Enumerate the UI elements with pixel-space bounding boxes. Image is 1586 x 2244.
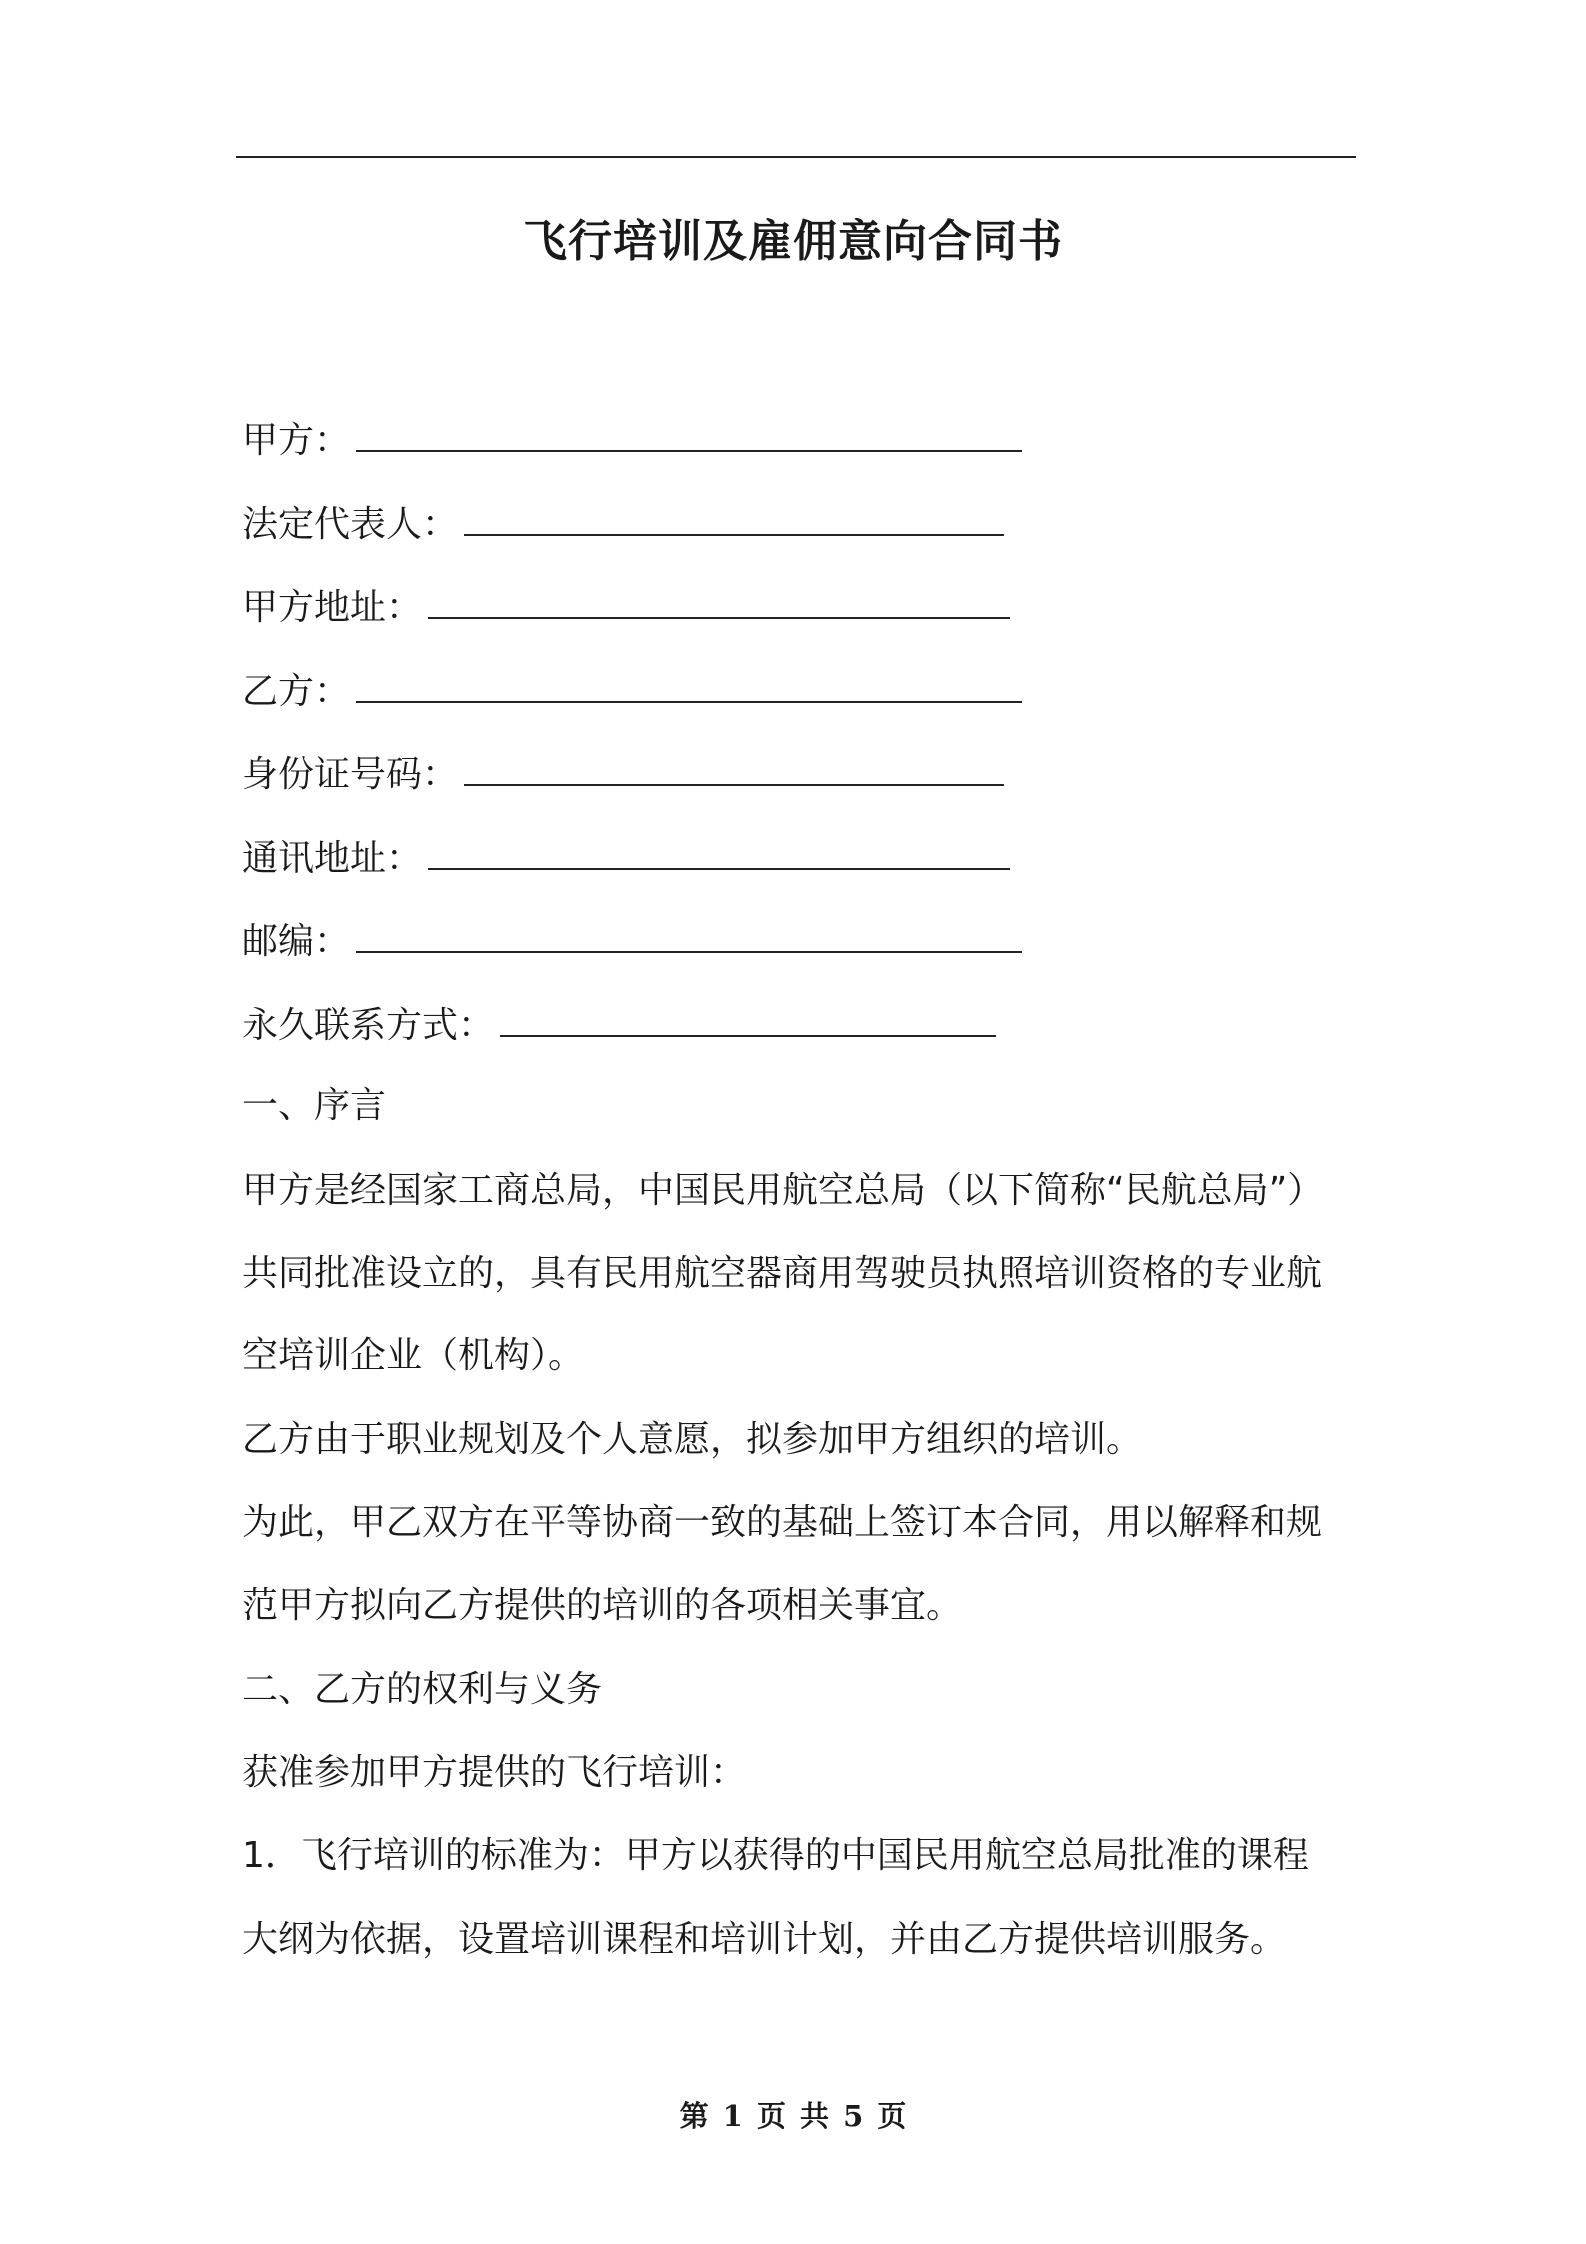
mailing-address-field [242,833,1010,885]
legal-rep-field [242,499,1004,551]
mailing-address-label: 通讯地址： [242,838,423,879]
party-b-label: 乙方： [242,671,351,712]
preface-para3-line1: 为此，甲乙双方在平等协商一致的基础上签订本合同，用以解释和规 [242,1502,1323,1543]
preface-para3-line2: 范甲方拟向乙方提供的培训的各项相关事宜。 [242,1585,963,1626]
document-title: 飞行培训及雇佣意向合同书 [523,216,1063,267]
page-number: 第 1 页 共 5 页 [679,2099,907,2133]
preface-para1-line2: 共同批准设立的，具有民用航空器商用驾驶员执照培训资格的专业航 [242,1253,1323,1294]
permanent-contact-field [242,1000,996,1052]
id-number-label: 身份证号码： [242,754,459,795]
rights-item1-line2: 大纲为依据，设置培训课程和培训计划，并由乙方提供培训服务。 [242,1919,1287,1960]
party-b-blank[interactable] [356,671,1022,703]
rights-item1-line1: 1．飞行培训的标准为：甲方以获得的中国民用航空总局批准的课程 [242,1835,1309,1876]
section-heading-rights: 二、乙方的权利与义务 [242,1669,603,1710]
postcode-field [242,916,1022,968]
party-a-blank[interactable] [356,420,1022,452]
preface-para1-line1: 甲方是经国家工商总局，中国民用航空总局（以下简称“民航总局”） [242,1170,1324,1211]
id-number-field [242,749,1004,801]
mailing-address-blank[interactable] [428,838,1010,870]
permanent-contact-blank[interactable] [500,1005,996,1037]
legal-rep-label: 法定代表人： [242,504,459,545]
preface-para2: 乙方由于职业规划及个人意愿，拟参加甲方组织的培训。 [242,1419,1143,1460]
party-a-address-blank[interactable] [428,587,1010,619]
preface-para1-line3: 空培训企业（机构）。 [242,1335,585,1376]
party-a-address-field [242,582,1010,634]
party-a-label: 甲方： [242,420,351,461]
postcode-blank[interactable] [356,921,1022,953]
party-a-address-label: 甲方地址： [242,587,423,628]
postcode-label: 邮编： [242,921,351,962]
permanent-contact-label: 永久联系方式： [242,1005,495,1046]
party-b-field [242,666,1022,718]
section-heading-preface: 一、序言 [242,1085,387,1126]
id-number-blank[interactable] [464,754,1004,786]
rights-intro: 获准参加甲方提供的飞行培训： [242,1752,747,1793]
legal-rep-blank[interactable] [464,504,1004,536]
header-rule [236,156,1356,158]
party-a-field [242,415,1022,467]
